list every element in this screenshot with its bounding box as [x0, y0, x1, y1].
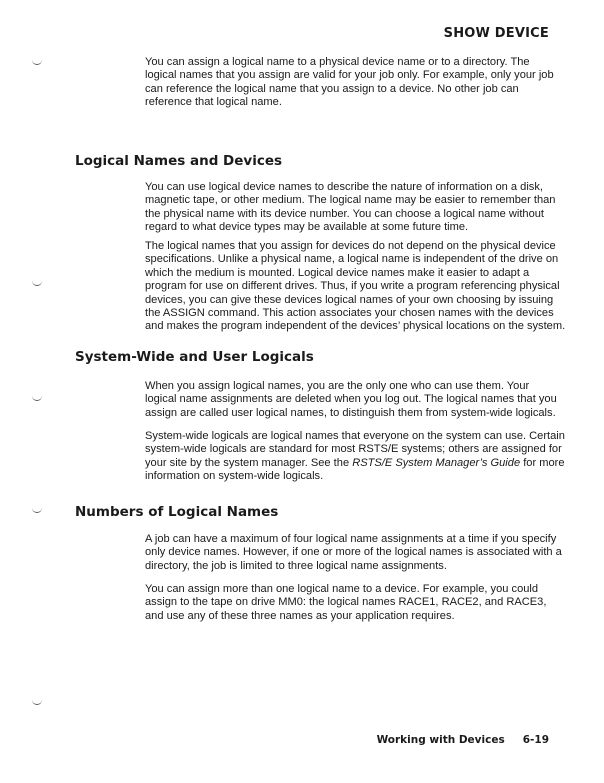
page-footer [377, 734, 549, 746]
text-line: System-wide logicals are logical names that everyone on the system can use. Certain [145, 430, 565, 442]
text-line: The logical names that you assign for devices do not depend on the physical device [145, 240, 556, 252]
text-line [145, 457, 575, 470]
paragraph [145, 240, 575, 334]
text-fragment: your site by the system manager. See the [145, 456, 353, 469]
text-line: reference that logical name. [145, 96, 282, 109]
text-line: assign are called user logical names, to distinguish them from system-wide logicals. [145, 406, 556, 419]
text-line: logical name assignments are deleted when you log out. The logical names that you [145, 393, 557, 406]
paragraph [145, 533, 575, 573]
margin-mark [32, 396, 42, 401]
text-line: and use any of these three names as your application requires. [145, 609, 455, 622]
page-number: 6-19 [522, 734, 549, 746]
paragraph [145, 380, 575, 420]
text-line: program for use on different drives. Thus, if you write a program referencing physical [145, 280, 560, 293]
text-line: the ASSIGN command. This action associates your chosen names with the devices [145, 307, 554, 320]
text-line: assign to the tape on drive MM0: the logical names RACE1, RACE2, and RACE3, [145, 596, 547, 609]
text-line: information on system-wide logicals. [145, 470, 324, 483]
section-heading: Numbers of Logical Names [75, 504, 279, 520]
margin-mark [32, 60, 42, 65]
text-line: and makes the program independent of the devices’ physical locations on the system. [145, 320, 566, 333]
intro-paragraph [145, 56, 575, 110]
text-line: When you assign logical names, you are the only one who can use them. Your [145, 380, 530, 392]
paragraph [145, 430, 575, 484]
text-line: You can assign more than one logical name to a device. For example, you could [145, 583, 539, 595]
text-fragment: for more [520, 456, 565, 469]
paragraph [145, 181, 575, 235]
text-line: devices, you can give these devices logical names of your own choosing by issuing [145, 293, 554, 306]
section-heading: System-Wide and User Logicals [75, 349, 314, 365]
text-line: magnetic tape, or other medium. The logical name may be easier to remember than [145, 194, 556, 207]
margin-mark [32, 700, 42, 705]
text-line: which the medium is mounted. Logical device names make it easier to adapt a [145, 266, 530, 279]
text-line: the physical name with its device number. You can choose a logical name without [145, 207, 544, 220]
text-line: specifications. Unlike a physical name, a logical name is independent of the drive on [145, 253, 559, 266]
text-line: logical names that you assign are valid for your job only. For example, only your job [145, 69, 554, 82]
running-header: SHOW DEVICE [443, 26, 549, 41]
text-line: directory, the job is limited to three logical name assignments. [145, 559, 447, 572]
text-line: system-wide logicals are standard for most RSTS/E systems; others are assigned for [145, 443, 562, 456]
text-line: regard to what device types may be available at some future time. [145, 221, 469, 234]
text-line: A job can have a maximum of four logical name assignments at a time if you specify [145, 533, 557, 545]
section-heading: Logical Names and Devices [75, 153, 283, 169]
book-title-reference: RSTS/E System Manager’s Guide [352, 456, 521, 469]
text-line: only device names. However, if one or more of the logical names is associated with a [145, 546, 562, 559]
text-line: can reference the logical name that you assign to a device. No other job can [145, 82, 519, 95]
text-line: You can use logical device names to describe the nature of information on a disk, [145, 181, 543, 193]
margin-mark [32, 508, 42, 513]
paragraph [145, 583, 575, 623]
footer-chapter-title: Working with Devices [376, 734, 505, 746]
margin-mark [32, 281, 42, 286]
text-line: You can assign a logical name to a physical device name or to a directory. The [145, 56, 530, 68]
